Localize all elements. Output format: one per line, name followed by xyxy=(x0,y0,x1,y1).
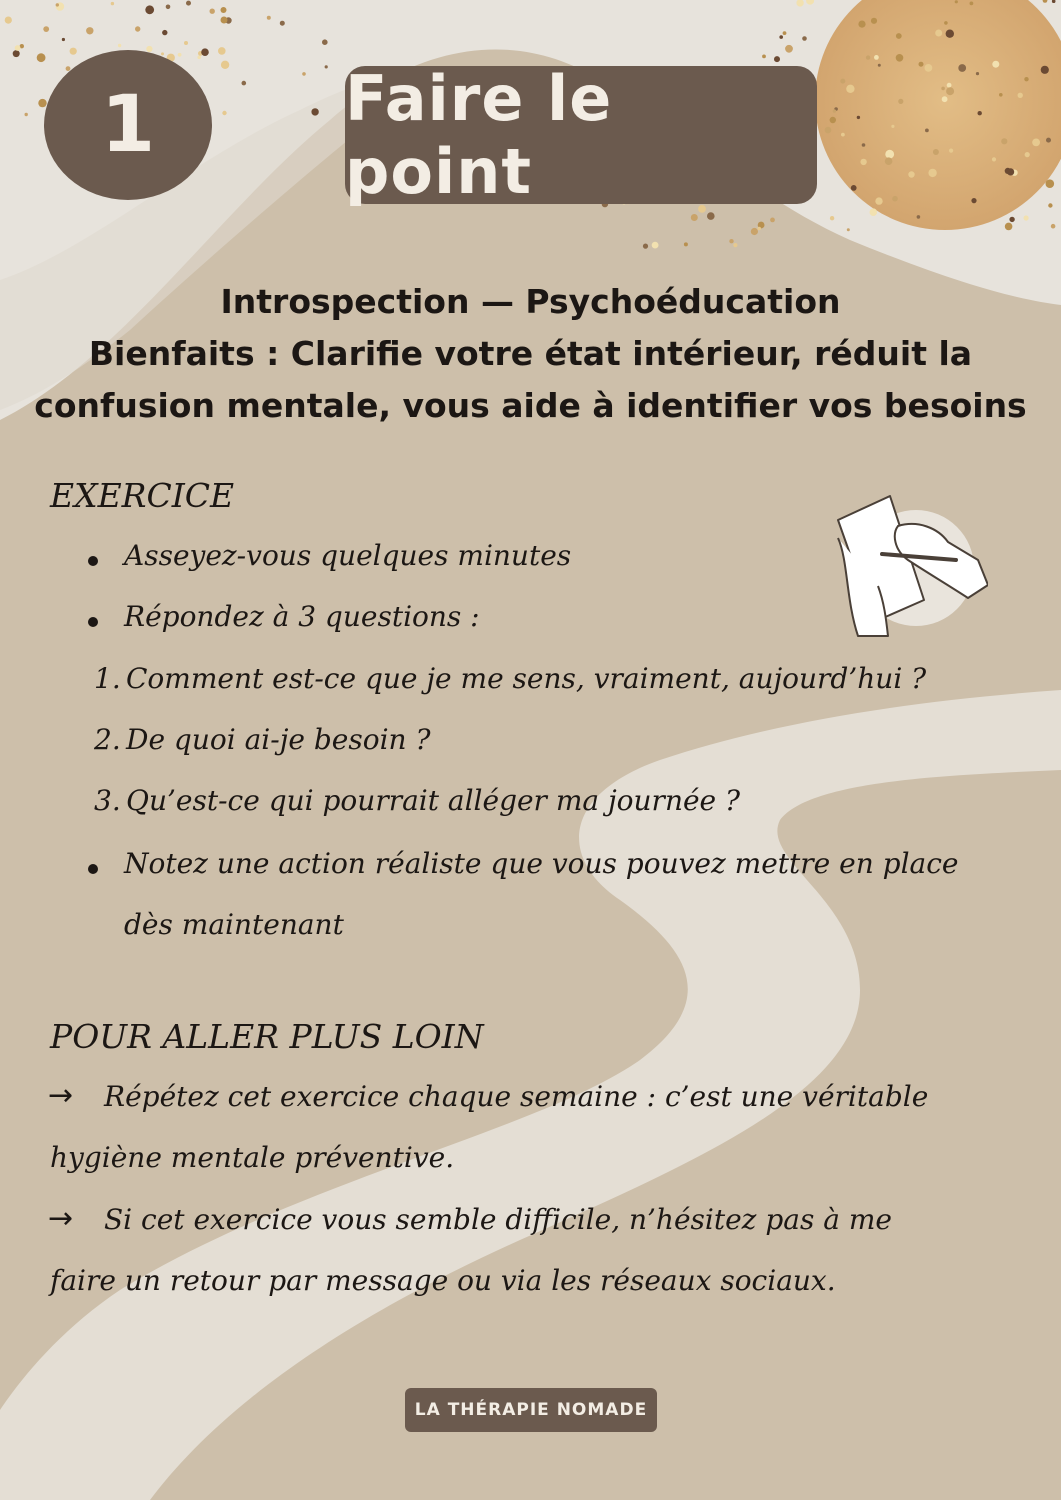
confetti-dot xyxy=(135,26,140,31)
confetti-dot xyxy=(978,111,982,115)
confetti-dot xyxy=(145,5,154,14)
confetti-dot xyxy=(201,48,209,56)
confetti-dot xyxy=(178,53,182,57)
confetti-dot xyxy=(56,3,59,6)
confetti-dot xyxy=(840,79,845,84)
further-item-1-line-1: Répétez cet exercice chaque semaine : c’est une véritable xyxy=(104,1080,929,1113)
confetti-dot xyxy=(919,62,924,67)
page-title: Faire le point xyxy=(345,62,613,208)
confetti-dot xyxy=(733,243,737,247)
confetti-dot xyxy=(885,150,894,159)
confetti-dot xyxy=(851,185,857,191)
confetti-dot xyxy=(958,64,966,72)
confetti-dot xyxy=(280,21,285,26)
confetti-dot xyxy=(757,227,761,231)
bullet-dot xyxy=(88,556,98,566)
confetti-dot xyxy=(1007,168,1014,175)
question-number: 2. xyxy=(94,723,121,756)
confetti-dot xyxy=(221,7,227,13)
confetti-dot xyxy=(86,27,93,34)
confetti-dot xyxy=(25,113,28,116)
confetti-dot xyxy=(846,85,854,93)
confetti-dot xyxy=(992,61,999,68)
confetti-dot xyxy=(707,212,715,220)
confetti-dot xyxy=(1043,0,1048,3)
confetti-dot xyxy=(643,244,648,249)
confetti-dot xyxy=(13,50,20,57)
confetti-dot xyxy=(779,35,783,39)
confetti-dot xyxy=(935,30,942,37)
exercise-bullet-2: Répondez à 3 questions : xyxy=(124,600,480,633)
confetti-dot xyxy=(1046,179,1055,188)
confetti-dot xyxy=(841,133,845,137)
confetti-dot xyxy=(1025,152,1030,157)
confetti-dot xyxy=(186,1,191,6)
further-item-2-line-2: faire un retour par message ou via les réseaux sociaux. xyxy=(50,1264,836,1297)
confetti-dot xyxy=(970,2,974,6)
confetti-dot xyxy=(785,45,793,53)
confetti-dot xyxy=(43,26,49,32)
step-number-badge xyxy=(44,50,212,200)
confetti-dot xyxy=(218,47,226,55)
confetti-dot xyxy=(925,64,933,72)
hands-writing-notebook-icon xyxy=(828,490,988,640)
confetti-dot xyxy=(770,218,775,223)
confetti-dot xyxy=(941,87,945,91)
confetti-dot xyxy=(830,117,836,123)
subtitle-line-2: Bienfaits : Clarifie votre état intérieur, réduit la xyxy=(88,334,973,373)
confetti-dot xyxy=(875,197,882,204)
question-number: 1. xyxy=(94,662,121,695)
right-arrow-icon: → xyxy=(48,1078,74,1113)
bullet-dot xyxy=(88,864,98,874)
subtitle-line-1: Introspection — Psychoéducation xyxy=(220,282,841,321)
confetti-dot xyxy=(806,0,814,5)
question-2: De quoi ai-je besoin ? xyxy=(126,723,431,756)
confetti-dot xyxy=(933,149,939,155)
exercise-bullet-3-line-1: Notez une action réaliste que vous pouvez mettre en place xyxy=(124,847,959,880)
confetti-dot xyxy=(302,72,306,76)
exercise-bullet-3-line-2: dès maintenant xyxy=(124,908,344,941)
confetti-dot xyxy=(917,215,921,219)
confetti-dot xyxy=(762,55,766,59)
confetti-dot xyxy=(210,9,215,14)
confetti-dot xyxy=(1009,217,1014,222)
exercise-heading: EXERCICE xyxy=(50,476,235,515)
confetti-dot xyxy=(892,196,898,202)
confetti-dot xyxy=(1024,77,1028,81)
confetti-dot xyxy=(1032,139,1040,147)
title-banner xyxy=(345,62,817,208)
confetti-dot xyxy=(999,93,1003,97)
confetti-dot xyxy=(928,169,936,177)
confetti-dot xyxy=(825,127,832,134)
brand-name: LA THÉRAPIE NOMADE xyxy=(414,1400,648,1420)
confetti-dot xyxy=(15,45,21,51)
confetti-dot xyxy=(971,198,976,203)
confetti-dot xyxy=(925,129,929,133)
confetti-dot xyxy=(1018,93,1023,98)
confetti-dot xyxy=(885,157,893,165)
confetti-dot xyxy=(242,81,247,86)
confetti-dot xyxy=(1001,138,1007,144)
confetti-dot xyxy=(691,214,698,221)
confetti-dot xyxy=(325,65,328,68)
confetti-dot xyxy=(802,36,807,41)
confetti-dot xyxy=(221,61,229,69)
confetti-dot xyxy=(871,18,877,24)
confetti-dot xyxy=(111,2,114,5)
confetti-dot xyxy=(946,30,954,38)
confetti-dot xyxy=(70,48,77,55)
confetti-dot xyxy=(874,55,879,60)
confetti-dot xyxy=(858,21,865,28)
confetti-dot xyxy=(1046,138,1051,143)
confetti-dot xyxy=(118,44,121,47)
further-heading: POUR ALLER PLUS LOIN xyxy=(50,1017,484,1056)
confetti-dot xyxy=(833,109,836,112)
exercise-bullet-1: Asseyez-vous quelques minutes xyxy=(124,539,572,572)
step-number: 1 xyxy=(100,80,156,170)
confetti-dot xyxy=(184,41,188,45)
confetti-dot xyxy=(783,31,787,35)
confetti-dot xyxy=(652,242,659,249)
subtitle-line-3: confusion mentale, vous aide à identifier vos besoins xyxy=(34,386,1027,425)
subtitle-block xyxy=(30,276,1031,432)
confetti-dot xyxy=(857,116,860,119)
confetti-dot xyxy=(1005,223,1013,231)
confetti-dot xyxy=(5,17,12,24)
confetti-dot xyxy=(267,16,271,20)
confetti-dot xyxy=(949,149,953,153)
confetti-dot xyxy=(898,99,903,104)
confetti-dot xyxy=(311,108,318,115)
confetti-dot xyxy=(896,54,904,62)
question-1: Comment est-ce que je me sens, vraiment, aujourd’hui ? xyxy=(126,662,927,695)
confetti-dot xyxy=(161,52,164,55)
question-number: 3. xyxy=(94,784,121,817)
bullet-dot xyxy=(88,617,98,627)
confetti-dot xyxy=(322,39,328,45)
confetti-dot xyxy=(1052,0,1056,3)
confetti-dot xyxy=(222,111,226,115)
confetti-dot xyxy=(62,38,65,41)
confetti-dot xyxy=(847,228,850,231)
confetti-dot xyxy=(891,125,894,128)
confetti-dot xyxy=(729,239,733,243)
confetti-dot xyxy=(862,143,866,147)
confetti-dot xyxy=(878,64,881,67)
confetti-dot xyxy=(942,96,948,102)
confetti-dot xyxy=(796,0,803,7)
confetti-dot xyxy=(944,21,948,25)
confetti-dot xyxy=(1048,203,1052,207)
brand-footer-badge xyxy=(405,1388,657,1432)
question-3: Qu’est-ce qui pourrait alléger ma journée ? xyxy=(126,784,741,817)
confetti-dot xyxy=(162,30,167,35)
confetti-dot xyxy=(830,216,834,220)
confetti-dot xyxy=(221,17,228,24)
confetti-dot xyxy=(955,0,958,3)
confetti-dot xyxy=(1051,224,1056,229)
confetti-dot xyxy=(684,242,688,246)
confetti-dot xyxy=(947,83,952,88)
right-arrow-icon: → xyxy=(48,1201,74,1236)
further-item-2-line-1: Si cet exercice vous semble difficile, n’hésitez pas à me xyxy=(104,1203,892,1236)
confetti-dot xyxy=(751,228,758,235)
confetti-dot xyxy=(166,5,171,10)
confetti-dot xyxy=(908,171,914,177)
confetti-dot xyxy=(860,159,866,165)
confetti-dot xyxy=(946,87,954,95)
confetti-dot xyxy=(976,72,979,75)
confetti-dot xyxy=(197,56,201,60)
confetti-dot xyxy=(896,33,902,39)
confetti-dot xyxy=(992,157,996,161)
confetti-dot xyxy=(38,99,46,107)
confetti-dot xyxy=(870,208,878,216)
confetti-dot xyxy=(1041,66,1049,74)
confetti-dot xyxy=(1024,215,1029,220)
confetti-dot xyxy=(866,55,870,59)
confetti-dot xyxy=(37,53,46,62)
further-item-1-line-2: hygiène mentale préventive. xyxy=(50,1141,455,1174)
